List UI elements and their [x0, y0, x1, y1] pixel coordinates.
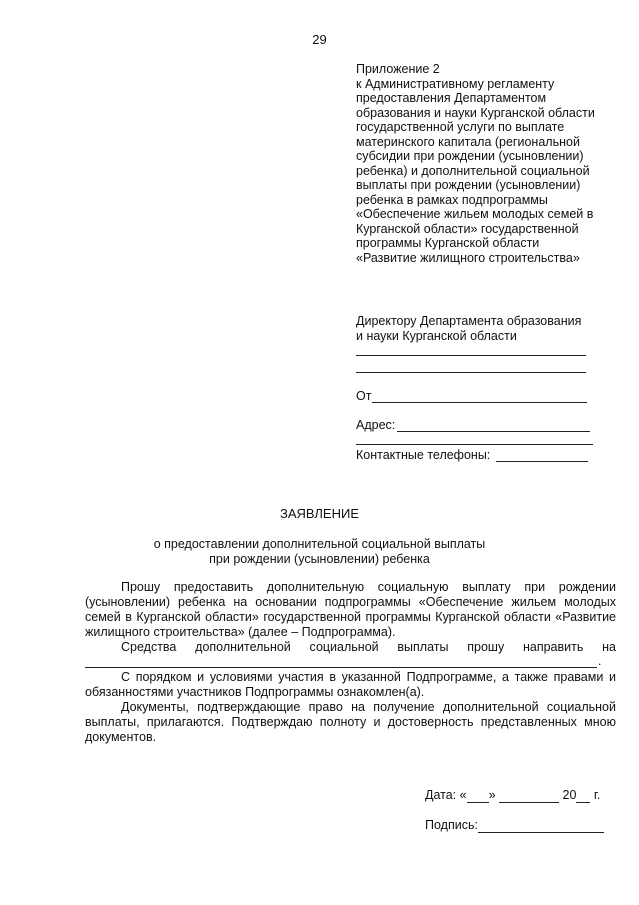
- appendix-line: ребенка) и дополнительной социальной: [356, 163, 590, 178]
- document-subtitle: [0, 537, 639, 567]
- paragraph-documents: Документы, подтверждающие право на получение дополнительной социальной выплаты, прилагаются. Подтверждаю полноту и достоверность представленных мною документов.: [85, 700, 616, 744]
- address-label: Адрес:: [356, 418, 396, 432]
- addressee-blank-line[interactable]: [356, 372, 586, 373]
- date-year-prefix: 20: [562, 788, 577, 802]
- appendix-line: программы Курганской области: [356, 236, 540, 250]
- addressee-line: Директору Департамента образования: [356, 314, 582, 328]
- paragraph-acknowledge: С порядком и условиями участия в указанной Подпрограмме, а также правами и обязанностями участников Подпрограммы ознакомлен(а).: [85, 670, 616, 699]
- addressee-line: и науки Курганской области: [356, 328, 517, 343]
- appendix-line: Приложение 2: [356, 62, 440, 76]
- appendix-line: ребенка в рамках подпрограммы: [356, 192, 548, 207]
- appendix-line: образования и науки Курганской области: [356, 105, 595, 120]
- page-number: 29: [312, 32, 327, 47]
- date-row: [425, 788, 600, 803]
- address-field-line2[interactable]: [356, 444, 593, 445]
- date-year-suffix: г.: [593, 788, 601, 802]
- signature-label: Подпись:: [425, 818, 478, 832]
- addressee-block: [356, 314, 606, 343]
- phones-field[interactable]: [496, 461, 588, 462]
- paragraph-request: Прошу предоставить дополнительную социальную выплату при рождении (усыновлении) ребенка на основании подпрограммы «Обеспечение жильем молодых семей в Курганской области» государственной программы Курганской области «Развитие жилищного строительства» (далее – Подпрограмма).: [85, 580, 616, 639]
- payment-destination-field[interactable]: [85, 667, 597, 668]
- appendix-block: [356, 62, 606, 265]
- from-label: От: [356, 389, 372, 403]
- signature-row: [425, 818, 604, 833]
- appendix-line: «Развитие жилищного строительства»: [356, 250, 580, 265]
- date-label: Дата: «: [425, 788, 467, 802]
- appendix-line: предоставления Департаментом: [356, 91, 547, 105]
- address-field[interactable]: [397, 431, 590, 432]
- from-field[interactable]: [372, 402, 587, 403]
- appendix-line: субсидии при рождении (усыновлении): [356, 149, 584, 163]
- date-quote-close: »: [488, 788, 496, 802]
- appendix-line: материнского капитала (региональной: [356, 134, 580, 149]
- subtitle-line: о предоставлении дополнительной социальной выплаты: [153, 537, 486, 551]
- appendix-line: к Административному регламенту: [356, 76, 555, 91]
- date-year-field[interactable]: [576, 788, 590, 803]
- subtitle-line: при рождении (усыновлении) ребенка: [209, 552, 430, 566]
- appendix-line: государственной услуги по выплате: [356, 120, 565, 134]
- appendix-line: выплаты при рождении (усыновлении): [356, 178, 581, 192]
- phones-label: Контактные телефоны:: [356, 448, 491, 462]
- date-day-field[interactable]: [467, 788, 489, 803]
- date-month-field[interactable]: [499, 788, 559, 803]
- document-title: ЗАЯВЛЕНИЕ: [279, 506, 360, 521]
- payment-period: .: [598, 654, 602, 668]
- paragraph-payment: Средства дополнительной социальной выплаты прошу направить на: [121, 640, 616, 654]
- appendix-line: «Обеспечение жильем молодых семей в: [356, 207, 594, 221]
- addressee-blank-line[interactable]: [356, 355, 586, 356]
- signature-field[interactable]: [478, 818, 604, 833]
- appendix-line: Курганской области» государственной: [356, 221, 579, 236]
